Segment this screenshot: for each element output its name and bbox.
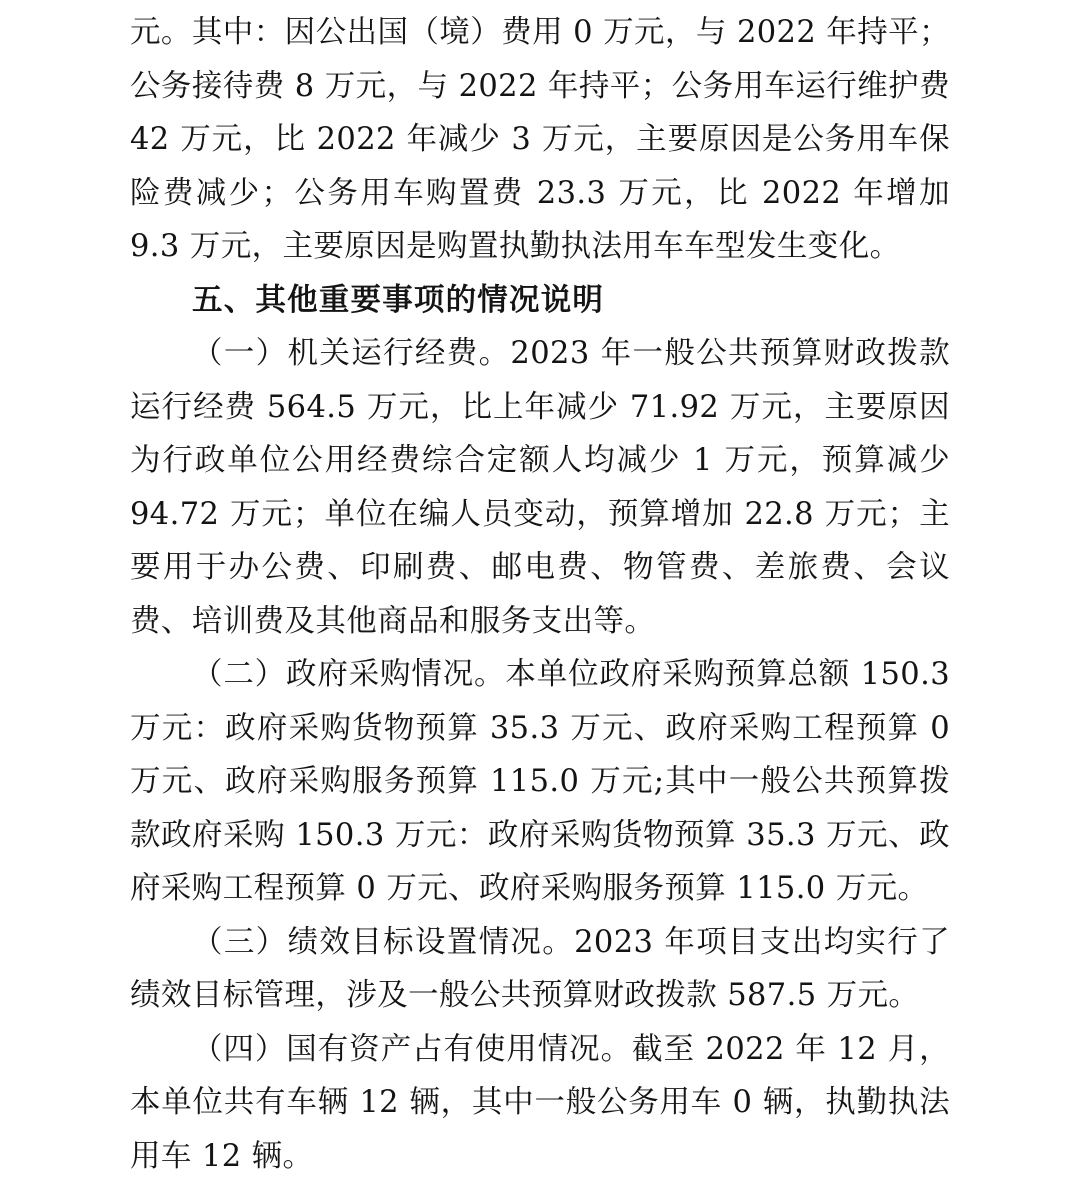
paragraph-performance-targets: （三）绩效目标设置情况。2023 年项目支出均实行了绩效目标管理，涉及一般公共预算财政拨款 587.5 万元。 — [130, 916, 950, 1023]
document-body — [130, 6, 950, 1183]
paragraph-state-owned-assets: （四）国有资产占有使用情况。截至 2022 年 12 月，本单位共有车辆 12 辆，其中一般公务用车 0 辆，执勤执法用车 12 辆。 — [130, 1023, 950, 1183]
section-heading-five: 五、其他重要事项的情况说明 — [130, 274, 950, 328]
paragraph-agency-operating-expenses: （一）机关运行经费。2023 年一般公共预算财政拨款运行经费 564.5 万元，比上年减少 71.92 万元，主要原因为行政单位公用经费综合定额人均减少 1 万元，预算减少 94.72 万元；单位在编人员变动，预算增加 22.8 万元；主要用于办公费、印刷费、邮电费、物管费、差旅费、会议费、培训费及其他商品和服务支出等。 — [130, 327, 950, 648]
paragraph-government-procurement: （二）政府采购情况。本单位政府采购预算总额 150.3 万元：政府采购货物预算 35.3 万元、政府采购工程预算 0 万元、政府采购服务预算 115.0 万元;其中一般公共预算拨款政府采购 150.3 万元：政府采购货物预算 35.3 万元、政府采购工程预算 0 万元、政府采购服务预算 115.0 万元。 — [130, 648, 950, 916]
paragraph-continuation: 元。其中：因公出国（境）费用 0 万元，与 2022 年持平；公务接待费 8 万元，与 2022 年持平；公务用车运行维护费 42 万元，比 2022 年减少 3 万元，主要原因是公务用车保险费减少；公务用车购置费 23.3 万元，比 2022 年增加 9.3 万元，主要原因是购置执勤执法用车车型发生变化。 — [130, 6, 950, 274]
